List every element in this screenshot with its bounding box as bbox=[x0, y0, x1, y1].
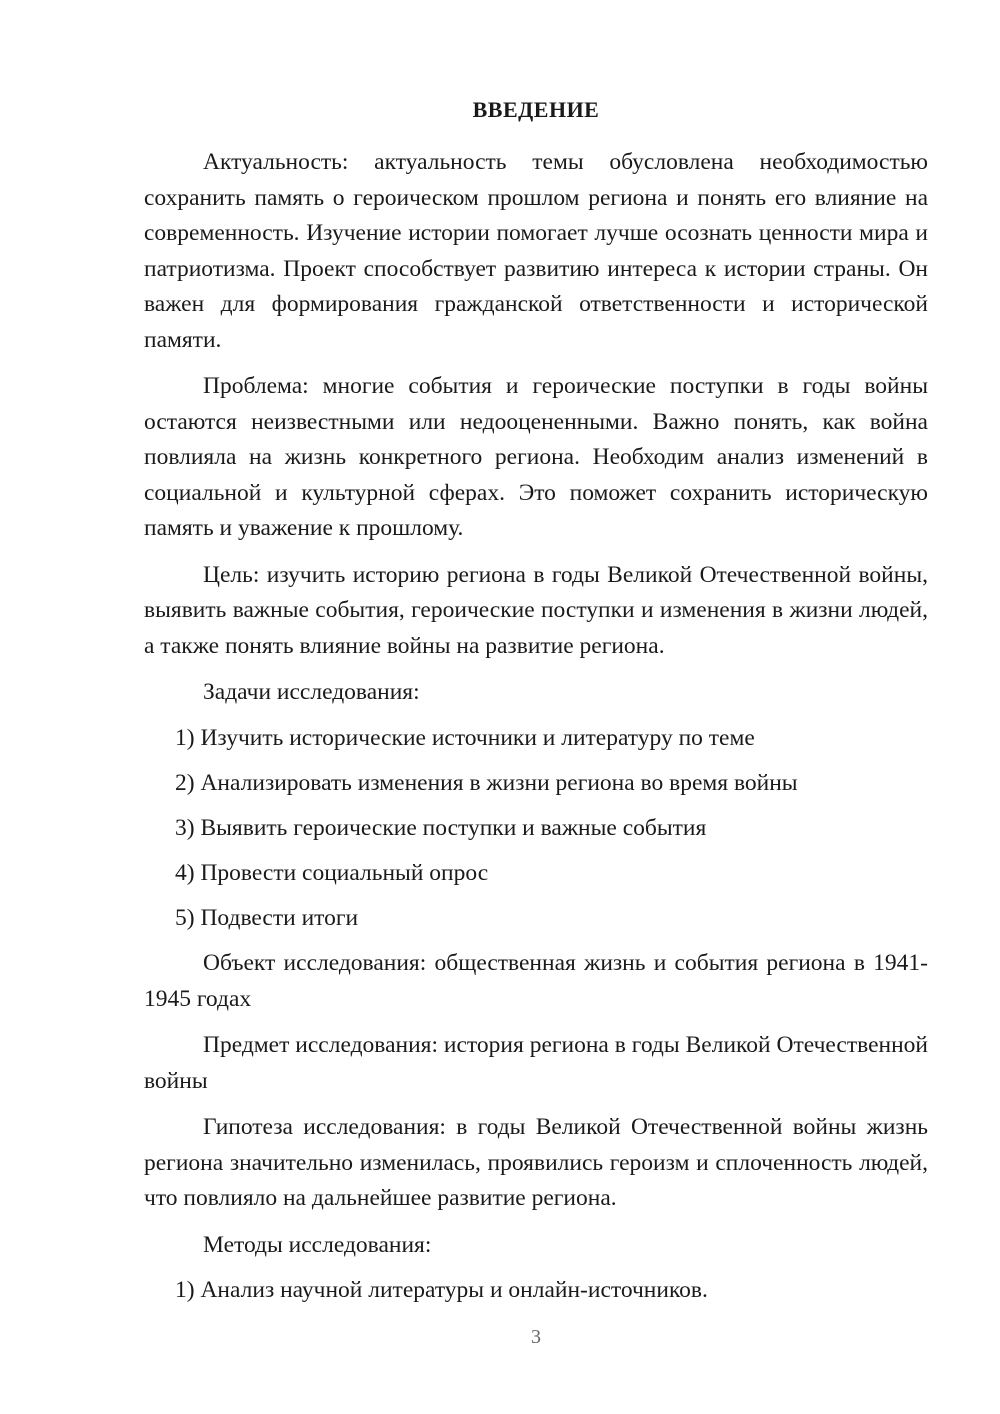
hypothesis-paragraph: Гипотеза исследования: в годы Великой Отечественной войны жизнь региона значительно изменилась, проявились героизм и сплоченность людей, что повлияло на дальнейшее развитие региона. bbox=[144, 1114, 928, 1211]
list-item: 4) Провести социальный опрос bbox=[175, 859, 489, 886]
tasks-heading: Задачи исследования: bbox=[203, 679, 420, 705]
problem-paragraph: Проблема: многие события и героические поступки в годы войны остаются неизвестными или недооцененными. Важно понять, как война повлияла на жизнь конкретного региона. Необходим анализ изменений в социальной и культурной сферах. Это поможет сохранить историческую память и уважение к прошлому. bbox=[144, 373, 928, 541]
relevance-paragraph: Актуальность: актуальность темы обусловлена необходимостью сохранить память о героическом прошлом региона и понять его влияние на современность. Изучение истории помогает лучше осознать ценности мира и патриотизма. Проект способствует развитию интереса к истории страны. Он важен для формирования гражданской ответственности и исторической памяти. bbox=[144, 149, 928, 353]
object-paragraph: Объект исследования: общественная жизнь и события региона в 1941-1945 годах bbox=[144, 950, 928, 1012]
methods-heading: Методы исследования: bbox=[203, 1231, 432, 1258]
list-item: 1) Изучить исторические источники и литературу по теме bbox=[175, 724, 755, 751]
list-item: 2) Анализировать изменения в жизни региона во время войны bbox=[175, 769, 798, 796]
methods-list bbox=[144, 1273, 928, 1309]
list-item: 3) Выявить героические поступки и важные события bbox=[175, 814, 707, 841]
page-number: 3 bbox=[531, 1326, 541, 1348]
page-content bbox=[144, 92, 928, 1319]
list-item: 1) Анализ научной литературы и онлайн-источников. bbox=[175, 1277, 708, 1303]
page-title: ВВЕДЕНИЕ bbox=[472, 97, 600, 122]
tasks-list bbox=[144, 721, 928, 937]
subject-paragraph: Предмет исследования: история региона в годы Великой Отечественной войны bbox=[144, 1032, 928, 1094]
goal-paragraph: Цель: изучить историю региона в годы Великой Отечественной войны, выявить важные события, героические поступки и изменения в жизни людей, а также понять влияние войны на развитие региона. bbox=[144, 561, 928, 659]
list-item: 5) Подвести итоги bbox=[175, 904, 359, 931]
